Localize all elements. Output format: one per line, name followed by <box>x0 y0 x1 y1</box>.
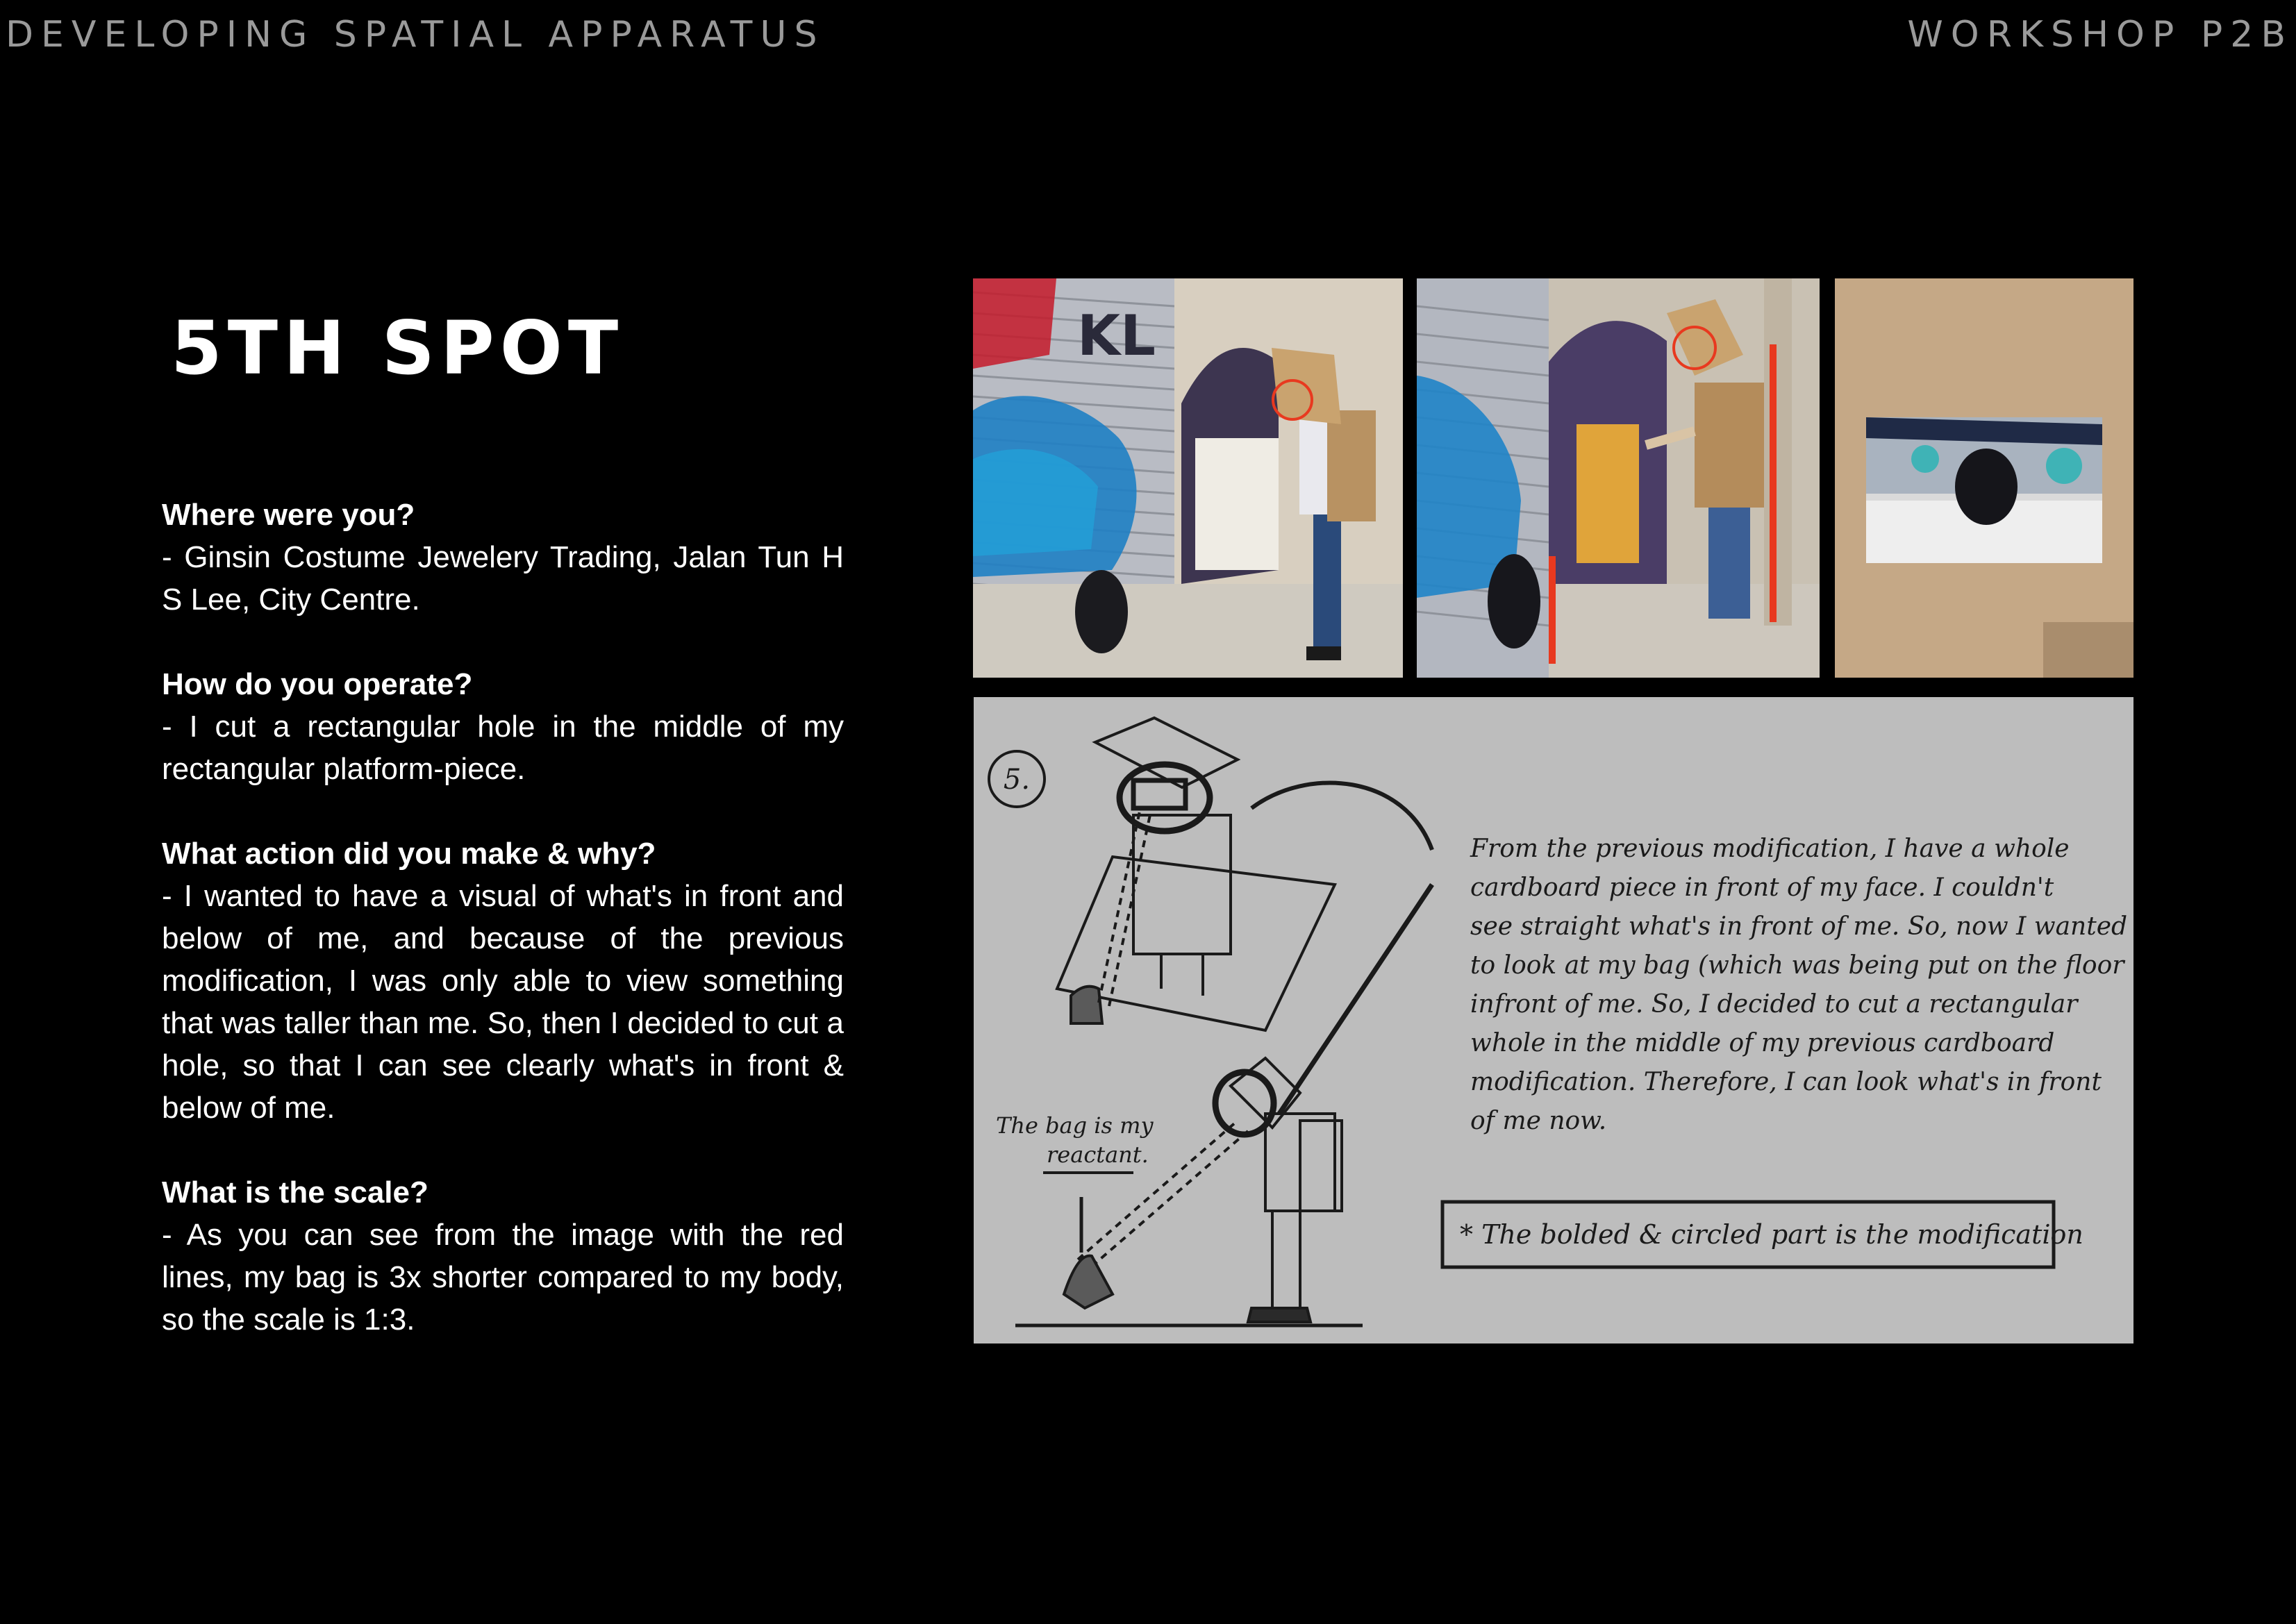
question-operate: How do you operate? <box>162 667 473 701</box>
sketch-note-line: cardboard piece in front of my face. I couldn't <box>1470 873 2054 902</box>
sketch-bag-label-line1: The bag is my <box>996 1112 1154 1139</box>
photo-street-side-view <box>973 278 1403 678</box>
sketch-note-line: of me now. <box>1470 1107 1607 1135</box>
qa-item <box>162 1172 844 1341</box>
qa-item <box>162 664 844 790</box>
qa-section <box>162 494 844 1384</box>
question-scale: What is the scale? <box>162 1175 429 1209</box>
qa-item <box>162 833 844 1129</box>
sketch-bag-label-line2: reactant. <box>1047 1141 1149 1168</box>
svg-text:KL: KL <box>1077 303 1156 368</box>
answer-scale: - As you can see from the image with the red lines, my bag is 3x shorter compared to my body, so the scale is 1:3. <box>162 1218 844 1337</box>
sketch-note-line: see straight what's in front of me. So, now I wanted <box>1470 912 2128 941</box>
photo-view-through-hole <box>1835 278 2133 678</box>
sketch-note-line: to look at my bag (which was being put on the floor <box>1470 951 2124 980</box>
header-right-title: WORKSHOP P2B <box>1907 14 2293 56</box>
question-location: Where were you? <box>162 498 415 532</box>
sketch-note-line: infront of me. So, I decided to cut a rectangular <box>1470 990 2078 1019</box>
answer-action: - I wanted to have a visual of what's in front and below of me, and because of the previous modification, I was only able to view something that was taller than me. So, then I decided to cut a hole, so that I can see clearly what's in front & below of me. <box>162 879 844 1125</box>
sketch-note-line: modification. Therefore, I can look what's in front <box>1470 1068 2102 1096</box>
sketch-note-line: From the previous modification, I have a whole <box>1470 835 2070 863</box>
question-action: What action did you make & why? <box>162 837 656 871</box>
qa-item <box>162 494 844 621</box>
sketch-boxed-note: * The bolded & circled part is the modification <box>1460 1219 2083 1250</box>
answer-location: - Ginsin Costume Jewelery Trading, Jalan Tun H S Lee, City Centre. <box>162 540 844 617</box>
header-left-title: DEVELOPING SPATIAL APPARATUS <box>6 14 825 56</box>
sketch-note-line: whole in the middle of my previous cardboard <box>1470 1029 2055 1057</box>
photo-scale-red-lines <box>1417 278 1820 678</box>
sketch-number: 5. <box>1003 764 1031 796</box>
page-title: 5TH SPOT <box>171 305 624 391</box>
answer-operate: - I cut a rectangular hole in the middle of my rectangular platform-piece. <box>162 710 844 786</box>
sketch-panel <box>974 697 2133 1343</box>
